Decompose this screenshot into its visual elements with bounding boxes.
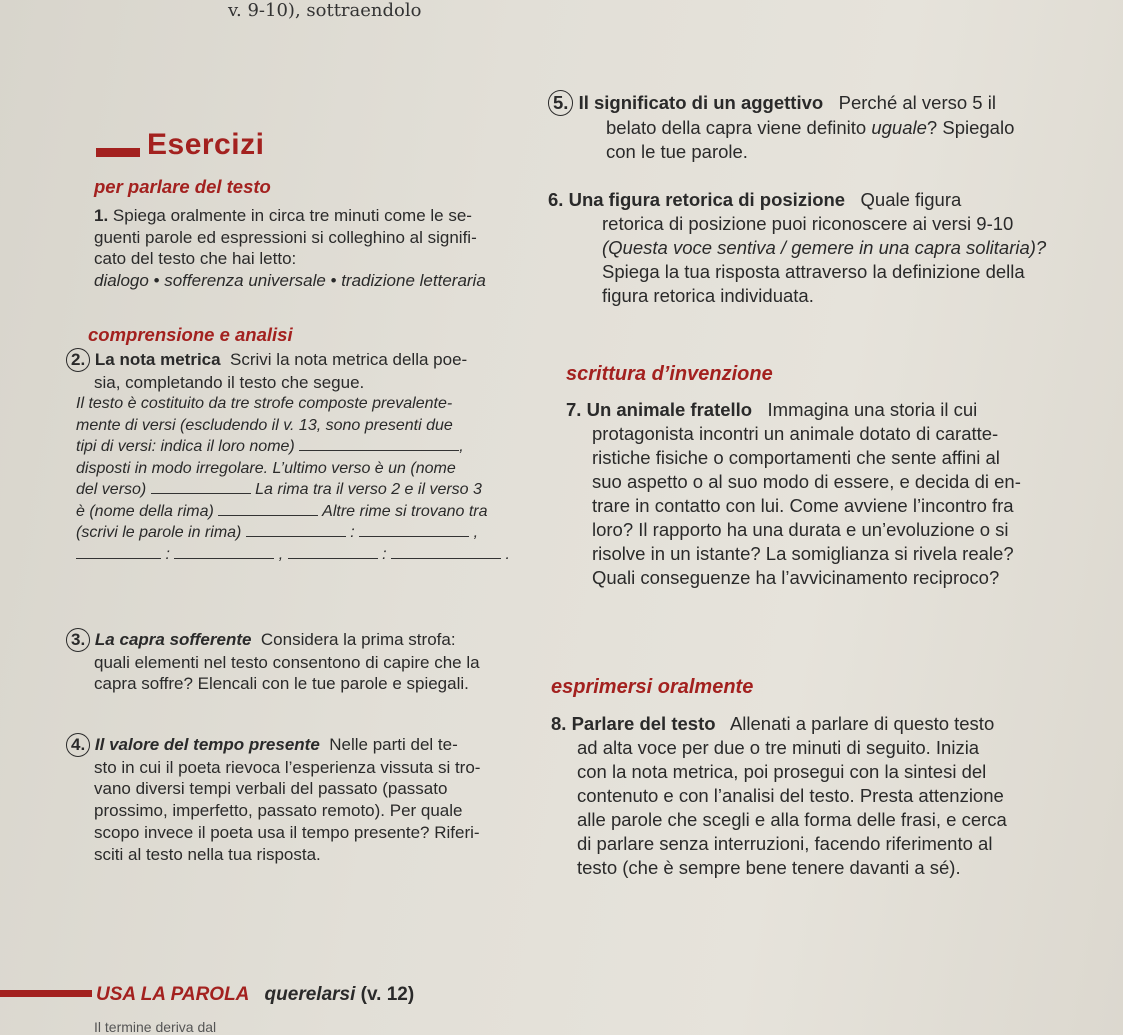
ex1-number: 1.	[94, 206, 109, 225]
exercise-6	[548, 188, 1108, 308]
ex7-line: trare in contatto con lui. Come avviene l’incontro fra	[592, 495, 1014, 516]
ex7-line: protagonista incontri un animale dotato di caratte-	[592, 423, 999, 444]
footer-cut-text: Il termine deriva dal	[94, 1019, 217, 1035]
section-comprensione-e-analisi: comprensione e analisi	[88, 324, 293, 345]
blank-field[interactable]	[151, 479, 251, 494]
ex6-line: retorica di posizione puoi riconoscere ai versi 9-10	[602, 213, 1014, 234]
exercise-8	[551, 712, 1111, 880]
blank-field[interactable]	[218, 501, 318, 516]
ex6-line: figura retorica individuata.	[602, 285, 814, 306]
ex4-line: scopo invece il poeta usa il tempo presente? Riferi-	[94, 822, 480, 842]
blank-field[interactable]	[246, 522, 346, 537]
usa-ref: (v. 12)	[360, 984, 415, 1005]
ex7-line: Immagina una storia il cui	[767, 399, 978, 420]
section-parlare-del-testo: per parlare del testo	[94, 176, 271, 197]
ex3-title: La capra sofferente	[94, 630, 252, 649]
usa-label: USA LA PAROLA	[96, 984, 249, 1005]
ex2-body-line: (scrivi le parole in rima)	[76, 524, 242, 542]
ex5-line: belato della capra viene definito	[606, 117, 867, 138]
ex8-title: Parlare del testo	[571, 713, 716, 734]
ex2-body-line: La rima tra il verso 2 e il verso 3	[255, 481, 482, 499]
ex2-line: Scrivi la nota metrica della poe-	[230, 350, 468, 369]
ex3-number: 3.	[66, 628, 90, 652]
ex4-line: sciti al testo nella tua risposta.	[94, 844, 321, 864]
ex5-number: 5.	[548, 90, 573, 116]
ex7-line: risolve in un istante? La somiglianza si rivela reale?	[592, 543, 1014, 564]
ex8-line: alle parole che scegli e alla forma delle frasi, e cerca	[577, 809, 1007, 830]
ex2-body-line: del verso)	[76, 481, 147, 499]
ex4-line: sto in cui il poeta rievoca l’esperienza vissuta si tro-	[94, 757, 481, 777]
exercise-3	[66, 628, 536, 695]
ex4-number: 4.	[66, 733, 90, 757]
blank-field[interactable]	[174, 544, 274, 559]
ex3-line: capra soffre? Elencali con le tue parole e spiegali.	[94, 674, 469, 694]
ex8-line: di parlare senza interruzioni, facendo riferimento al	[577, 833, 993, 854]
ex2-body-line: mente di versi (escludendo il v. 13, sono presenti due	[76, 416, 453, 434]
exercise-1	[94, 205, 544, 292]
ex7-line: loro? Il rapporto ha una durata e un’evoluzione o si	[592, 519, 1009, 540]
section-esprimersi-oralmente: esprimersi oralmente	[551, 676, 754, 698]
ex2-number: 2.	[66, 348, 90, 372]
ex8-line: con la nota metrica, poi prosegui con la sintesi del	[577, 761, 987, 782]
usa-bar	[0, 990, 92, 997]
ex5-title: Il significato di un aggettivo	[578, 92, 824, 113]
ex7-line: suo aspetto o al suo modo di essere, e decida di en-	[592, 471, 1021, 492]
ex7-line: Quali conseguenze ha l’avvicinamento reciproco?	[592, 567, 1000, 588]
ex4-line: Nelle parti del te-	[329, 735, 458, 754]
ex6-title: Una figura retorica di posizione	[568, 189, 846, 210]
top-note: v. 9-10), sottraendolo	[228, 0, 422, 21]
ex6-number: 6.	[548, 189, 564, 210]
ex6-line: Spiega la tua risposta attraverso la definizione della	[602, 261, 1025, 282]
ex8-number: 8.	[551, 713, 567, 734]
ex3-line: quali elementi nel testo consentono di capire che la	[94, 652, 480, 672]
ex1-line: cato del testo che hai letto:	[94, 249, 297, 269]
blank-field[interactable]	[288, 544, 378, 559]
ex8-line: ad alta voce per due o tre minuti di seguito. Inizia	[577, 737, 980, 758]
ex2-body-line: Il testo è costituito da tre strofe composte prevalente-	[76, 395, 453, 413]
ex3-line: Considera la prima strofa:	[260, 630, 456, 649]
ex7-line: ristiche fisiche o comportamenti che sente affini al	[592, 447, 1000, 468]
ex5-line: Perché al verso 5 il	[838, 92, 996, 113]
ex5-line: ? Spiegalo	[926, 117, 1015, 138]
usa-la-parola	[96, 984, 414, 1006]
ex1-line: guenti parole ed espressioni si colleghino al signifi-	[94, 227, 477, 247]
ex1-terms: dialogo • sofferenza universale • tradizione letteraria	[94, 271, 486, 291]
blank-field[interactable]	[391, 544, 501, 559]
ex7-number: 7.	[566, 399, 582, 420]
page-title: Esercizi	[147, 128, 265, 161]
ex8-line: testo (che è sempre bene tenere davanti a sé).	[577, 857, 961, 878]
title-bar	[96, 148, 140, 157]
ex4-line: vano diversi tempi verbali del passato (passato	[94, 779, 448, 799]
ex8-line: Allenati a parlare di questo testo	[729, 713, 995, 734]
ex5-highlight: uguale	[871, 117, 927, 138]
ex1-line: Spiega oralmente in circa tre minuti come le se-	[112, 206, 472, 225]
ex5-line: con le tue parole.	[606, 141, 748, 162]
ex2-body-line: Altre rime si trovano tra	[322, 502, 488, 520]
ex2-body-line: disposti in modo irregolare. L’ultimo verso è un (nome	[76, 459, 456, 477]
ex2-body-line: tipi di versi: indica il loro nome)	[76, 438, 295, 456]
ex7-title: Un animale fratello	[586, 399, 753, 420]
exercise-4	[66, 733, 546, 865]
ex2-title: La nota metrica	[94, 350, 221, 369]
ex4-title: Il valore del tempo presente	[94, 735, 320, 754]
blank-field[interactable]	[299, 436, 459, 451]
blank-field[interactable]	[359, 522, 469, 537]
usa-word: querelarsi	[264, 984, 356, 1005]
exercise-2: 2. La nota metrica Scrivi la nota metrica della poe- sia, completando il testo che segue. Il testo è costituito da tre strofe composte prevalente- mente di versi (escludendo il v. 13, sono presenti due tipi di versi: indica il loro nome) , disposti in modo irregolare. L’ultimo verso è un (nome del verso) La rima tra il verso 2 e il verso 3 è (nome della rima) Altre rime si trovano tra (scrivi le parole in rima) : , : , : .	[66, 348, 536, 565]
ex2-line: sia, completando il testo che segue.	[94, 372, 365, 392]
exercise-7	[566, 398, 1111, 590]
blank-field[interactable]	[76, 544, 161, 559]
ex2-body-line: è (nome della rima)	[76, 502, 214, 520]
ex6-line: (Questa voce sentiva / gemere in una capra solitaria)?	[602, 237, 1047, 258]
exercise-5	[548, 90, 1108, 164]
section-scrittura-invenzione: scrittura d’invenzione	[566, 363, 773, 385]
ex8-line: contenuto e con l’analisi del testo. Presta attenzione	[577, 785, 1004, 806]
ex6-line: Quale figura	[860, 189, 962, 210]
ex4-line: prossimo, imperfetto, passato remoto). Per quale	[94, 801, 463, 821]
